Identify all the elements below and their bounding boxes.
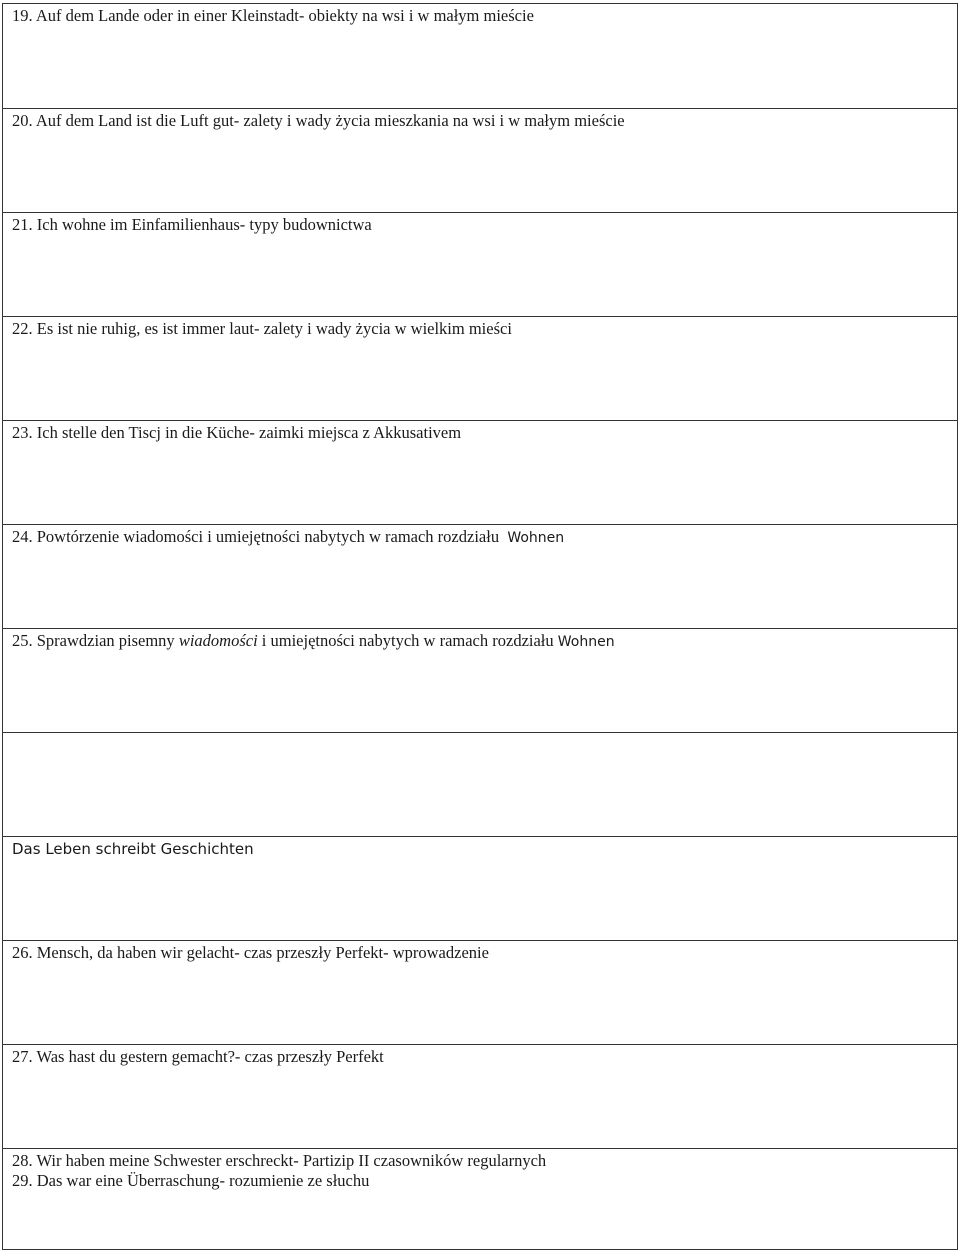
row-24-suffix: Wohnen	[507, 530, 565, 546]
table-row	[3, 108, 957, 212]
section-heading: Das Leben schreibt Geschichten	[12, 840, 254, 858]
row-25-text	[12, 631, 615, 652]
row-27-text: 27. Was hast du gestern gemacht?- czas przeszły Perfekt	[12, 1047, 384, 1066]
row-21-text: 21. Ich wohne im Einfamilienhaus- typy budownictwa	[12, 215, 372, 234]
table-row	[3, 4, 957, 108]
row-23-text: 23. Ich stelle den Tiscj in die Küche- zaimki miejsca z Akkusativem	[12, 423, 462, 442]
row-20-text: 20. Auf dem Land ist die Luft gut- zalety i wady życia mieszkania na wsi i w małym mieście	[12, 111, 625, 130]
table-row	[3, 940, 957, 1044]
row-24-text	[12, 527, 564, 548]
row-22-text: 22. Es ist nie ruhig, es ist immer laut- zalety i wady życia w wielkim mieści	[12, 319, 512, 338]
row-25-suffix: Wohnen	[557, 634, 615, 650]
row-25-middle: i umiejętności nabytych w ramach rozdziału	[261, 631, 554, 650]
table-row	[3, 628, 957, 732]
row-26-text: 26. Mensch, da haben wir gelacht- czas przeszły Perfekt- wprowadzenie	[12, 943, 489, 962]
row-25-prefix: 25. Sprawdzian pisemny	[12, 631, 175, 650]
table-row	[3, 1148, 957, 1249]
row-24-prefix: 24. Powtórzenie wiadomości i umiejętności nabytych w ramach rozdziału	[12, 527, 500, 546]
row-28-text: 28. Wir haben meine Schwester erschreckt- Partizip II czasowników regularnych	[12, 1151, 547, 1170]
row-29-text: 29. Das war eine Überraschung- rozumienie ze słuchu	[12, 1171, 370, 1190]
table-row-empty	[3, 732, 957, 836]
table-row	[3, 524, 957, 628]
table-row	[3, 1044, 957, 1148]
table-row	[3, 420, 957, 524]
table-row	[3, 836, 957, 940]
row-25-italic: wiadomości	[178, 631, 258, 650]
row-19-text: 19. Auf dem Lande oder in einer Kleinstadt- obiekty na wsi i w małym mieście	[12, 6, 534, 25]
table-row	[3, 316, 957, 420]
curriculum-table	[2, 3, 958, 1250]
table-row	[3, 212, 957, 316]
